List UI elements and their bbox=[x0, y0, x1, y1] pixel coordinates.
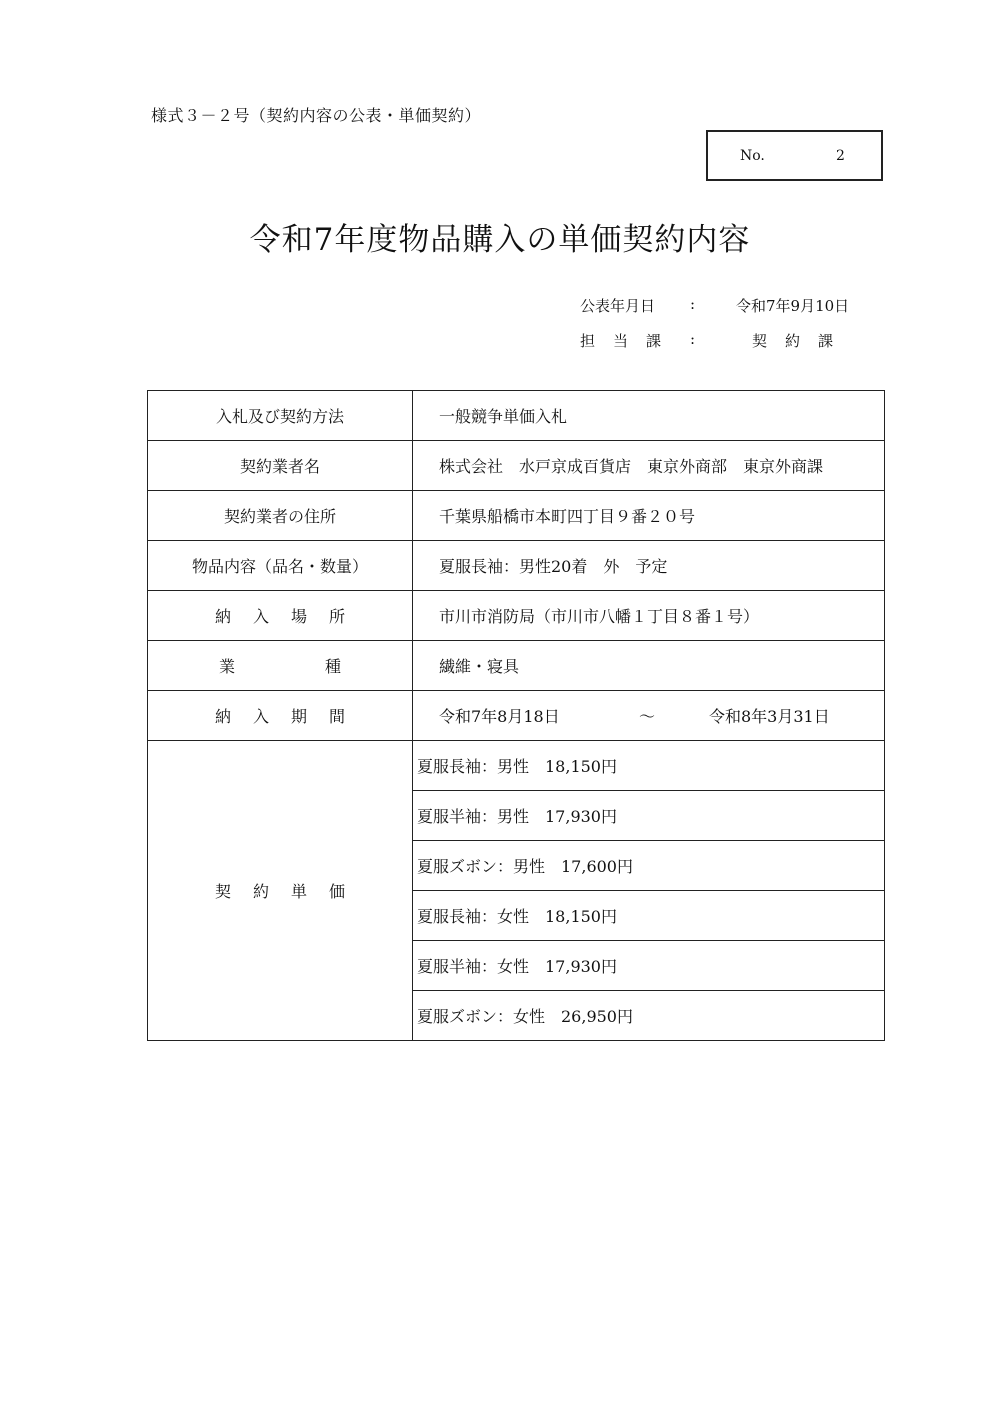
table-row bbox=[148, 441, 885, 491]
row-label-contractor: 契約業者名 bbox=[148, 441, 413, 491]
form-label: 様式３－２号（契約内容の公表・単価契約） bbox=[151, 106, 482, 125]
period-from: 令和7年8月18日 bbox=[439, 707, 560, 726]
row-label-period: 納入期間 bbox=[148, 691, 413, 741]
row-value-industry: 繊維・寝具 bbox=[413, 641, 885, 691]
row-label-goods: 物品内容（品名・数量） bbox=[148, 541, 413, 591]
table-row bbox=[148, 491, 885, 541]
department-value: 契約課 bbox=[752, 332, 852, 350]
department-separator: : bbox=[690, 330, 696, 348]
table-row bbox=[148, 541, 885, 591]
publish-date-value: 令和7年9月10日 bbox=[736, 297, 850, 315]
table-row bbox=[148, 641, 885, 691]
row-label-delivery-place: 納入場所 bbox=[148, 591, 413, 641]
document-title: 令和7年度物品購入の単価契約内容 bbox=[249, 222, 751, 258]
number-label: No. bbox=[740, 148, 765, 164]
unit-price-item: 夏服半袖：女性 17,930円 bbox=[413, 941, 885, 991]
unit-price-item: 夏服ズボン：男性 17,600円 bbox=[413, 841, 885, 891]
department-label: 担当課 bbox=[580, 332, 680, 350]
unit-price-item: 夏服長袖：女性 18,150円 bbox=[413, 891, 885, 941]
row-value-goods: 夏服長袖：男性20着 外 予定 bbox=[413, 541, 885, 591]
unit-price-item: 夏服半袖：男性 17,930円 bbox=[413, 791, 885, 841]
row-label-industry: 業種 bbox=[148, 641, 413, 691]
number-value: 2 bbox=[836, 148, 845, 164]
period-tilde: ～ bbox=[639, 707, 656, 726]
number-box bbox=[706, 130, 883, 181]
period-to: 令和8年3月31日 bbox=[709, 707, 830, 726]
table-row bbox=[148, 741, 885, 791]
row-label-unit-price: 契約単価 bbox=[148, 741, 413, 1041]
row-value-period bbox=[413, 691, 885, 741]
row-label-method: 入札及び契約方法 bbox=[148, 391, 413, 441]
row-label-address: 契約業者の住所 bbox=[148, 491, 413, 541]
contract-table bbox=[147, 390, 885, 1041]
unit-price-item: 夏服長袖：男性 18,150円 bbox=[413, 741, 885, 791]
publish-date-label: 公表年月日 bbox=[580, 297, 656, 315]
table-row bbox=[148, 591, 885, 641]
row-value-contractor: 株式会社 水戸京成百貨店 東京外商部 東京外商課 bbox=[413, 441, 885, 491]
row-value-delivery-place: 市川市消防局（市川市八幡１丁目８番１号） bbox=[413, 591, 885, 641]
unit-price-item: 夏服ズボン：女性 26,950円 bbox=[413, 991, 885, 1041]
table-row bbox=[148, 391, 885, 441]
table-row bbox=[148, 691, 885, 741]
publish-date-separator: : bbox=[690, 295, 696, 313]
row-value-method: 一般競争単価入札 bbox=[413, 391, 885, 441]
row-value-address: 千葉県船橋市本町四丁目９番２０号 bbox=[413, 491, 885, 541]
